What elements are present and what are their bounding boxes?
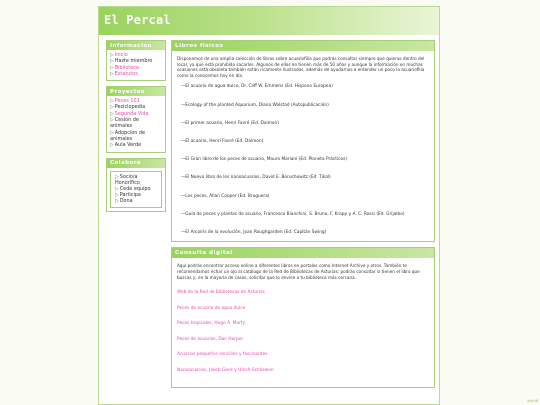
book-item: —El Nuevo libro de los nanoacuarios, David E. Boruchowitz (Ed. Tikal) bbox=[181, 175, 331, 181]
sidebar-item-dona[interactable] bbox=[115, 198, 159, 204]
triangle-right-icon: ▷ bbox=[110, 117, 114, 124]
triangle-right-icon: ▷ bbox=[115, 198, 119, 205]
triangle-right-icon: ▷ bbox=[110, 104, 114, 111]
sidebar-link[interactable]: Participa bbox=[119, 192, 141, 199]
digital-link-nanoacuarios[interactable]: Nanoacuarios, Jakob Geck y Ulrich Schliewen bbox=[177, 367, 274, 373]
digital-link-peces-agua-dulce[interactable]: Peces de acuario de agua dulce bbox=[177, 305, 246, 311]
triangle-right-icon: ▷ bbox=[110, 142, 114, 149]
sidebar-link[interactable]: Inicio bbox=[114, 52, 128, 58]
book-item: —El Arcoíris de la evolución, Joan Roughgarden (Ed. Capitán Swing) bbox=[181, 230, 327, 235]
corner-watermark: alkj98 bbox=[527, 399, 538, 403]
physical-books-intro: Disponemos de una amplia colección de libros sobre acuariofilia que podrás consultar siempre que quieras dentro del local, ya que está prohibido sacarlos. Algunos de ellos en tienen más de 50 años y aunque la información en muchas ocasiones está obsoleta también están ricamente ilustrados, además de ayudarnos a entender un poco la acuariofilia como la conocemos hoy en día. bbox=[177, 56, 425, 78]
sidebar-link[interactable]: Dona bbox=[119, 198, 133, 205]
sidebar-link[interactable]: Cede equipo bbox=[119, 185, 151, 192]
physical-books-panel bbox=[171, 40, 435, 242]
triangle-right-icon: ▷ bbox=[110, 58, 114, 65]
collaborate-inner-box bbox=[110, 171, 162, 208]
sidebar-item-socio[interactable] bbox=[115, 174, 159, 186]
info-box bbox=[106, 40, 166, 81]
collaborate-box bbox=[106, 158, 166, 212]
triangle-right-icon: ▷ bbox=[115, 192, 119, 199]
site-title[interactable]: El Percal bbox=[104, 13, 171, 27]
triangle-right-icon: ▷ bbox=[110, 98, 114, 105]
triangle-right-icon: ▷ bbox=[110, 70, 114, 77]
collaborate-menu bbox=[115, 174, 159, 205]
projects-box-title: Proyectos bbox=[107, 87, 165, 96]
sidebar-item-aula-verde[interactable] bbox=[110, 142, 162, 148]
sidebar-link[interactable]: Adopción de animales bbox=[110, 129, 146, 142]
digital-link-red-bibliotecas[interactable]: Web de la Red de Bibliotecas de Asturias bbox=[177, 290, 265, 296]
book-item: —Los peces, Allan Cooper (Ed. Bruguera) bbox=[181, 193, 270, 199]
digital-title: Consulta digital bbox=[172, 248, 434, 258]
sidebar-link[interactable]: Estatutos bbox=[114, 70, 138, 77]
digital-panel bbox=[171, 247, 435, 388]
digital-body bbox=[172, 258, 434, 387]
projects-menu bbox=[107, 96, 165, 151]
sidebar bbox=[106, 40, 166, 217]
page-container bbox=[98, 6, 440, 405]
book-item: —El primer acuario, Henri Favré (Ed. Daimon) bbox=[181, 120, 279, 126]
book-item: —El acuario, Henri Favré (Ed. Daimon) bbox=[181, 138, 264, 144]
sidebar-link[interactable]: Cesión de animales bbox=[110, 117, 139, 130]
triangle-right-icon: ▷ bbox=[110, 129, 114, 136]
physical-books-body bbox=[172, 51, 434, 241]
sidebar-link[interactable]: Peces 101 bbox=[114, 98, 140, 105]
collaborate-box-title: Colabora bbox=[107, 159, 165, 168]
triangle-right-icon: ▷ bbox=[115, 173, 119, 180]
sidebar-item-cesion[interactable] bbox=[110, 117, 162, 130]
projects-box bbox=[106, 86, 166, 152]
book-item: —Ecology of the planted Aquarium, Diana Walstad (Autopublicación) bbox=[181, 102, 329, 108]
sidebar-item-adopcion[interactable] bbox=[110, 130, 162, 143]
main-content bbox=[171, 40, 435, 393]
triangle-right-icon: ▷ bbox=[110, 52, 114, 58]
sidebar-link[interactable]: Segunda Vida bbox=[114, 110, 149, 117]
info-menu bbox=[107, 50, 165, 80]
sidebar-item-estatutos[interactable] bbox=[110, 71, 162, 77]
triangle-right-icon: ▷ bbox=[110, 110, 114, 117]
book-item: —El Gran libro de los peces de acuario, Mauro Mariani (Ed. Planeta Prácticos) bbox=[181, 157, 348, 163]
sidebar-link[interactable]: Socio/a Honorífico bbox=[115, 173, 140, 186]
sidebar-link[interactable]: Peziclopedia bbox=[114, 104, 146, 111]
triangle-right-icon: ▷ bbox=[110, 64, 114, 71]
sidebar-link[interactable]: Hazte miembro bbox=[114, 58, 153, 65]
digital-intro: Aquí podrás encontrar acceso online a diferentes libros en portales como Internet Archive y otros. También te recomendamos echar un ojo al catálogo de la Red de Bibliotecas de Asturias: podrás consultar si tienen el libro que buscas y, en la mayoría de casos, solicitar que lo envíen a tu biblioteca más cercana. bbox=[177, 263, 420, 280]
digital-link-peces-acuarios[interactable]: Peces de acuarios, Dan Harper bbox=[177, 336, 244, 342]
site-header bbox=[99, 7, 439, 35]
physical-books-title: Libros físicos bbox=[172, 41, 434, 51]
info-box-title: Información bbox=[107, 41, 165, 50]
digital-link-peces-tropicales[interactable]: Peces tropicales, Hugo A. Marty bbox=[177, 321, 246, 327]
sidebar-link[interactable]: Aula Verde bbox=[114, 142, 142, 149]
book-item: —Guía de peces y plantas de acuario, Francesco Bianchini, S. Bruno, F. Krapp y A. C. Rossi (Ed. Grijalbo) bbox=[181, 211, 405, 217]
digital-link-acuarios-pequenos[interactable]: Acuarios pequeños sencillos y fascinantes bbox=[177, 352, 268, 358]
book-item: —El acuario de agua dulce, Dr. Cliff W. Emmens (Ed. Hispano Europea) bbox=[181, 84, 333, 90]
sidebar-link[interactable]: Biblioteca bbox=[114, 64, 139, 71]
triangle-right-icon: ▷ bbox=[115, 185, 119, 192]
